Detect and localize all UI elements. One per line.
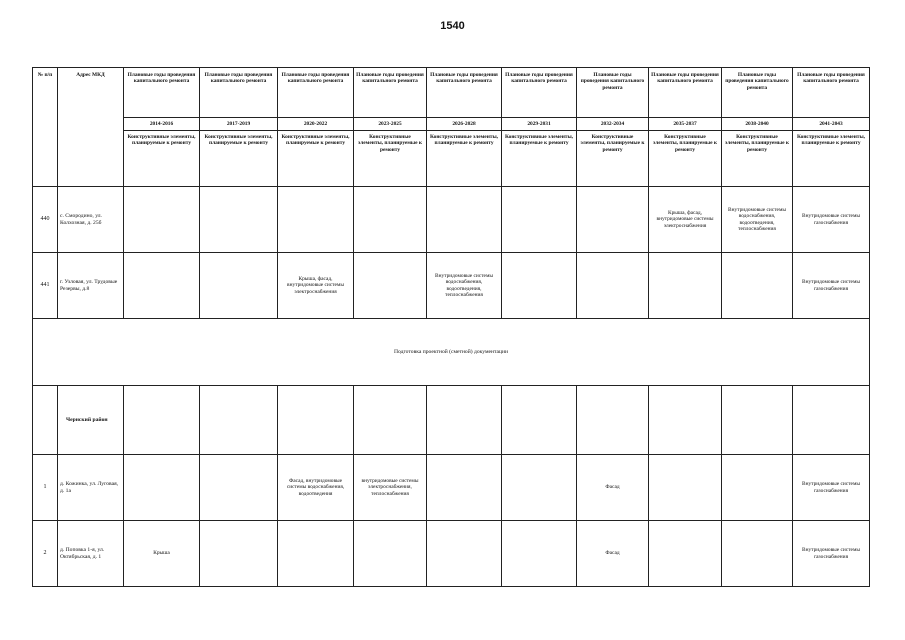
- row-cell: [722, 253, 793, 319]
- header-period-label: Плановые годы проведения капитального ремонта: [722, 68, 793, 118]
- row-cell: [577, 386, 649, 455]
- row-cell: [124, 253, 200, 319]
- row-cell: [502, 187, 577, 253]
- header-years: 2014-2016: [124, 118, 200, 131]
- row-number: [33, 386, 58, 455]
- row-cell: [793, 386, 870, 455]
- repair-plan-table: [32, 67, 870, 587]
- header-years: 2026-2028: [427, 118, 502, 131]
- row-cell: [722, 521, 793, 587]
- row-cell: [124, 455, 200, 521]
- row-number: 1: [33, 455, 58, 521]
- row-cell: [200, 187, 278, 253]
- row-cell: [502, 521, 577, 587]
- header-elements: Конструктивные элементы, планируемые к ремонту: [124, 131, 200, 187]
- row-cell: [427, 187, 502, 253]
- row-cell: Крыша, фасад, внутридомовые системы электроснабжения: [278, 253, 354, 319]
- header-elements: Конструктивные элементы, планируемые к ремонту: [722, 131, 793, 187]
- row-cell: [722, 386, 793, 455]
- row-cell: [577, 253, 649, 319]
- row-cell: [200, 521, 278, 587]
- row-number: 441: [33, 253, 58, 319]
- row-cell: [124, 187, 200, 253]
- row-cell: [649, 253, 722, 319]
- table-row: [33, 521, 870, 587]
- table-row: [33, 455, 870, 521]
- row-cell: [427, 455, 502, 521]
- row-cell: [124, 386, 200, 455]
- row-address: д. Кожинка, ул. Луговая, д. 1а: [58, 455, 124, 521]
- header-years: 2041-2043: [793, 118, 870, 131]
- header-address: Адрес МКД: [58, 68, 124, 187]
- header-row-elements: [33, 131, 870, 187]
- district-name: Чернский район: [58, 386, 124, 455]
- header-period-label: Плановые годы проведения капитального ремонта: [427, 68, 502, 118]
- row-cell: [722, 455, 793, 521]
- header-years: 2017-2019: [200, 118, 278, 131]
- row-cell: Внутридомовые системы газоснабжения: [793, 521, 870, 587]
- table-row: [33, 253, 870, 319]
- row-cell: Внутридомовые системы водоснабжения, водоотведения, теплоснабжения: [427, 253, 502, 319]
- header-elements: Конструктивные элементы, планируемые к ремонту: [278, 131, 354, 187]
- header-years: 2029-2031: [502, 118, 577, 131]
- row-number: 440: [33, 187, 58, 253]
- row-cell: [649, 521, 722, 587]
- header-period-label: Плановые годы проведения капитального ремонта: [354, 68, 427, 118]
- header-years: 2020-2022: [278, 118, 354, 131]
- row-address: г. Узловая, ул. Трудовые Резервы, д.8: [58, 253, 124, 319]
- header-period-label: Плановые годы проведения капитального ремонта: [793, 68, 870, 118]
- row-cell: [502, 455, 577, 521]
- row-cell: [200, 455, 278, 521]
- row-cell: [354, 253, 427, 319]
- row-cell: [649, 386, 722, 455]
- table-row: [33, 187, 870, 253]
- row-cell: Внутридомовые системы газоснабжения: [793, 455, 870, 521]
- page-number: 1540: [440, 20, 465, 32]
- header-row-years: [33, 118, 870, 131]
- header-period-label: Плановые годы проведения капитального ремонта: [124, 68, 200, 118]
- row-cell: Внутридомовые системы водоснабжения, водоотведения, теплоснабжения: [722, 187, 793, 253]
- row-cell: [278, 521, 354, 587]
- row-cell: [354, 386, 427, 455]
- row-cell: [649, 455, 722, 521]
- header-years: 2035-2037: [649, 118, 722, 131]
- header-period-label: Плановые годы проведения капитального ремонта: [278, 68, 354, 118]
- row-cell: внутридомовые системы электроснабжения, теплоснабжения: [354, 455, 427, 521]
- row-cell: [427, 521, 502, 587]
- row-cell: [278, 187, 354, 253]
- header-elements: Конструктивные элементы, планируемые к ремонту: [354, 131, 427, 187]
- row-cell: [577, 187, 649, 253]
- header-period-label: Плановые годы проведения капитального ремонта: [502, 68, 577, 118]
- row-cell: Крыша, фасад, внутридомовые системы электроснабжения: [649, 187, 722, 253]
- header-period-label: Плановые годы проведения капитального ремонта: [200, 68, 278, 118]
- header-period-label: Плановые годы проведения капитального ремонта: [649, 68, 722, 118]
- header-period-label: Плановые годы проведения капитального ремонта: [577, 68, 649, 118]
- header-elements: Конструктивные элементы, планируемые к ремонту: [200, 131, 278, 187]
- row-cell: [200, 386, 278, 455]
- header-row-periods: [33, 68, 870, 118]
- row-cell: [502, 253, 577, 319]
- header-elements: Конструктивные элементы, планируемые к ремонту: [577, 131, 649, 187]
- header-num: № п/п: [33, 68, 58, 187]
- district-row: [33, 386, 870, 455]
- row-cell: [354, 187, 427, 253]
- header-years: 2032-2034: [577, 118, 649, 131]
- header-elements: Конструктивные элементы, планируемые к ремонту: [427, 131, 502, 187]
- row-cell: Внутридомовые системы газоснабжения: [793, 253, 870, 319]
- section-row: [33, 319, 870, 386]
- header-elements: Конструктивные элементы, планируемые к ремонту: [502, 131, 577, 187]
- row-address: с. Смородино, ул. Колхозная, д. 25б: [58, 187, 124, 253]
- row-number: 2: [33, 521, 58, 587]
- row-cell: Фасад, внутридомовые системы водоснабжения, водоотведения: [278, 455, 354, 521]
- section-title: Подготовка проектной (сметной) документации: [33, 319, 870, 386]
- row-cell: [427, 386, 502, 455]
- row-cell: Внутридомовые системы газоснабжения: [793, 187, 870, 253]
- row-address: д. Поповка 1-я, ул. Октябрьская, д. 1: [58, 521, 124, 587]
- header-elements: Конструктивные элементы, планируемые к ремонту: [649, 131, 722, 187]
- row-cell: Фасад: [577, 455, 649, 521]
- row-cell: [502, 386, 577, 455]
- row-cell: [278, 386, 354, 455]
- row-cell: Крыша: [124, 521, 200, 587]
- row-cell: Фасад: [577, 521, 649, 587]
- header-years: 2038-2040: [722, 118, 793, 131]
- row-cell: [354, 521, 427, 587]
- header-years: 2023-2025: [354, 118, 427, 131]
- header-elements: Конструктивные элементы, планируемые к ремонту: [793, 131, 870, 187]
- row-cell: [200, 253, 278, 319]
